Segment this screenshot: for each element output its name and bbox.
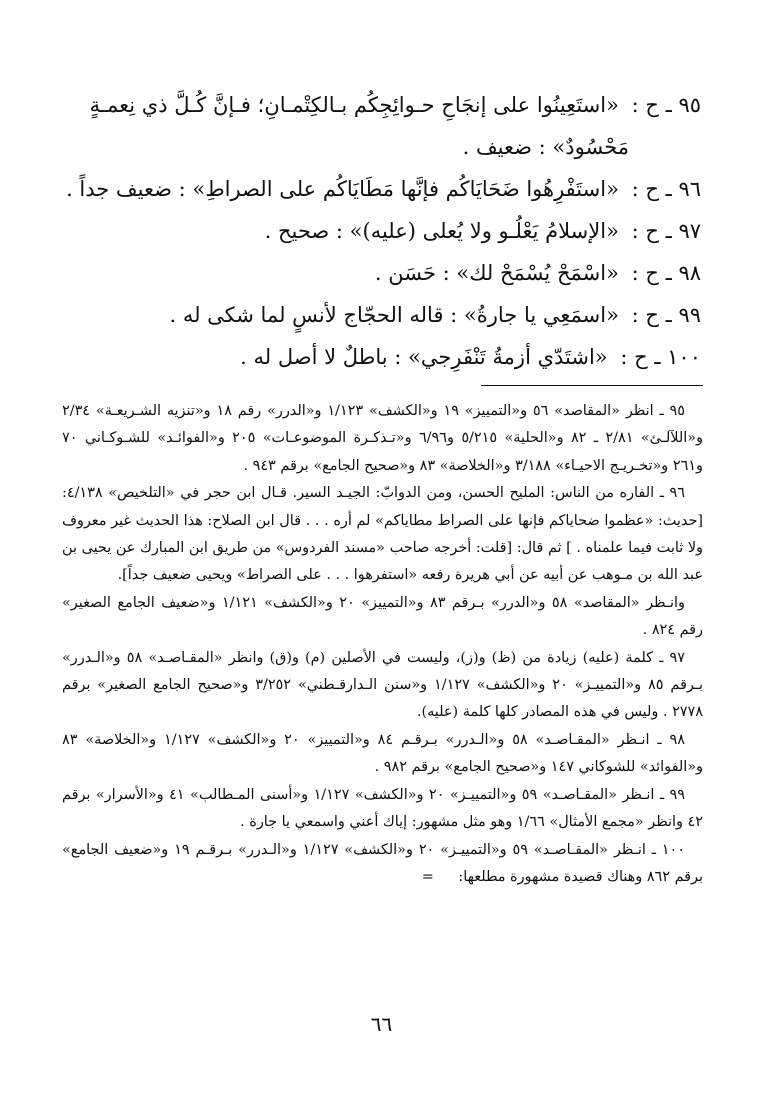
hadith-entry — [48, 252, 701, 294]
page-number: ٦٦ — [370, 1012, 393, 1036]
footnote: وانـظر «المقاصد» ٥٨ و«الدرر» بـرقم ٨٣ و«التمييز» ٢٠ و«الكشف» ١/١٢١ و«ضعيف الجامع الصغير» رقم ٨٢٤ . — [62, 594, 703, 639]
footnote: ٩٦ ـ الفاره من الناس: المليح الحسن، ومن الدوابّ: الجيـد السير. قـال ابن حجر في «التلخيص» ٤/١٣٨: [حديث: «عظموا ضحاياكم فإنها على الصراط مطاياكم» لم أره . . . قال ابن الصلاح: هذا الحديث غير معروف ولا ثابت فيما علمناه . ] ثم قال: [قلت: أخرجه صاحب «مسند الفردوس» من طريق ابن المبارك عن يحيى بن عبد الله بن مـوهب عن أبيه عن أبي هريرة رفعه «استفرهوا . . . على الصراط» ويحيى ضعيف جداً]. — [62, 485, 703, 584]
continuation-mark: = — [421, 868, 434, 885]
hadith-number: ٩٥ ـ ح : — [631, 93, 701, 117]
hadith-text: «اسمَعِي يا جارةُ» : قاله الحجّاج لأنسٍ لما شكى له . — [169, 303, 619, 327]
hadith-number: ١٠٠ ـ ح : — [620, 345, 701, 369]
hadith-entry — [48, 168, 701, 210]
footnote: ٩٩ ـ انـظر «المقـاصـد» ٥٩ و«التمييـز» ٢٠ و«الكشف» ١/١٢٧ و«أسنى المـطالب» ٤١ و«الأسرار» برقم ٤٢ وانظر «مجمع الأمثال» ١/٦٦ وهو مثل مشهور: إياك أعني واسمعي يا جارة . — [62, 786, 703, 831]
footnote-text: ١٠٠ ـ انـظر «المقـاصـد» ٥٩ و«التمييـز» ٢٠ و«الكشف» ١/١٢٧ و«الـدرر» بـرقـم ١٩ و«ضعيف الجامع» برقم ٨٦٢ وهناك قصيدة مشهورة مطلعها: — [62, 841, 703, 885]
footnote: ٩٧ ـ كلمة (عليه) زيادة من (ظ) و(ز)، وليست في الأصلين (م) و(ق) وانظر «المقـاصـد» ٥٨ و«الـدرر» بـرقم ٨٥ و«التمييـز» ٢٠ و«الكشف» ١/١٢٧ و«سنن الـدارقـطني» ٣/٢٥٢ و«صحيح الجامع الصغير» برقم ٢٧٧٨ . وليس في هذه المصادر كلها كلمة (عليه). — [62, 649, 703, 721]
footnote-separator — [481, 385, 703, 386]
hadith-entry — [48, 336, 701, 378]
hadith-number: ٩٨ ـ ح : — [631, 261, 701, 285]
hadith-entry — [48, 294, 701, 336]
hadith-number: ٩٧ ـ ح : — [631, 219, 701, 243]
hadith-list — [48, 84, 701, 378]
hadith-text: «اشتَدّي أزمةُ تَنْفَرِجي» : باطلٌ لا أصل له . — [240, 345, 608, 369]
footnotes — [62, 398, 703, 891]
hadith-text-continued: مَحْسُودٌ» : ضعيف . — [462, 135, 629, 159]
hadith-entry — [48, 84, 701, 168]
hadith-entry — [48, 210, 701, 252]
footnote — [62, 837, 703, 892]
footnote: ٩٨ ـ انـظر «المقـاصـد» ٥٨ و«الـدرر» بـرقـم ٨٤ و«التمييز» ٢٠ و«الكشف» ١/١٢٧ و«الخلاصة» ٨٣ و«الفوائد» للشوكاني ١٤٧ و«صحيح الجامع» برقم ٩٨٢ . — [62, 731, 703, 776]
hadith-text: «اسْمَحْ يُسْمَحْ لك» : حَسَن . — [374, 261, 619, 285]
hadith-number: ٩٦ ـ ح : — [631, 177, 701, 201]
hadith-text: «الإسلامُ يَعْلُـو ولا يُعلى (عليه)» : صحيح . — [264, 219, 619, 243]
footnote: ٩٥ ـ انظر «المقاصد» ٥٦ و«التمييز» ١٩ و«الكشف» ١/١٢٣ و«الدرر» رقم ١٨ و«تنزيه الشـريعـة» ٢/٣٤ و«اللآلـئ» ٢/٨١ ـ ٨٢ و«الحلية» ٥/٢١٥ و٦/٩٦ و«تـذكـرة الموضوعـات» ٢٠٥ و«الفوائـد» للشـوكـاني ٧٠ و٢٦١ و«تخـريـج الاحيـاء» ٣/١٨٨ و«الخلاصة» ٨٣ و«صحيح الجامع» برقم ٩٤٣ . — [62, 403, 703, 474]
hadith-text: «استَفْرِهُوا ضَحَايَاكُم فإنَّها مَطَايَاكُم على الصراطِ» : ضعيف جداً . — [66, 177, 619, 201]
hadith-number: ٩٩ ـ ح : — [631, 303, 701, 327]
hadith-text: «استَعِينُوا على إنجَاحِ حـوائِجِكُم بـالكِتْمـانِ؛ فـإنَّ كُـلَّ ذي نِعمـةٍ — [89, 93, 619, 117]
